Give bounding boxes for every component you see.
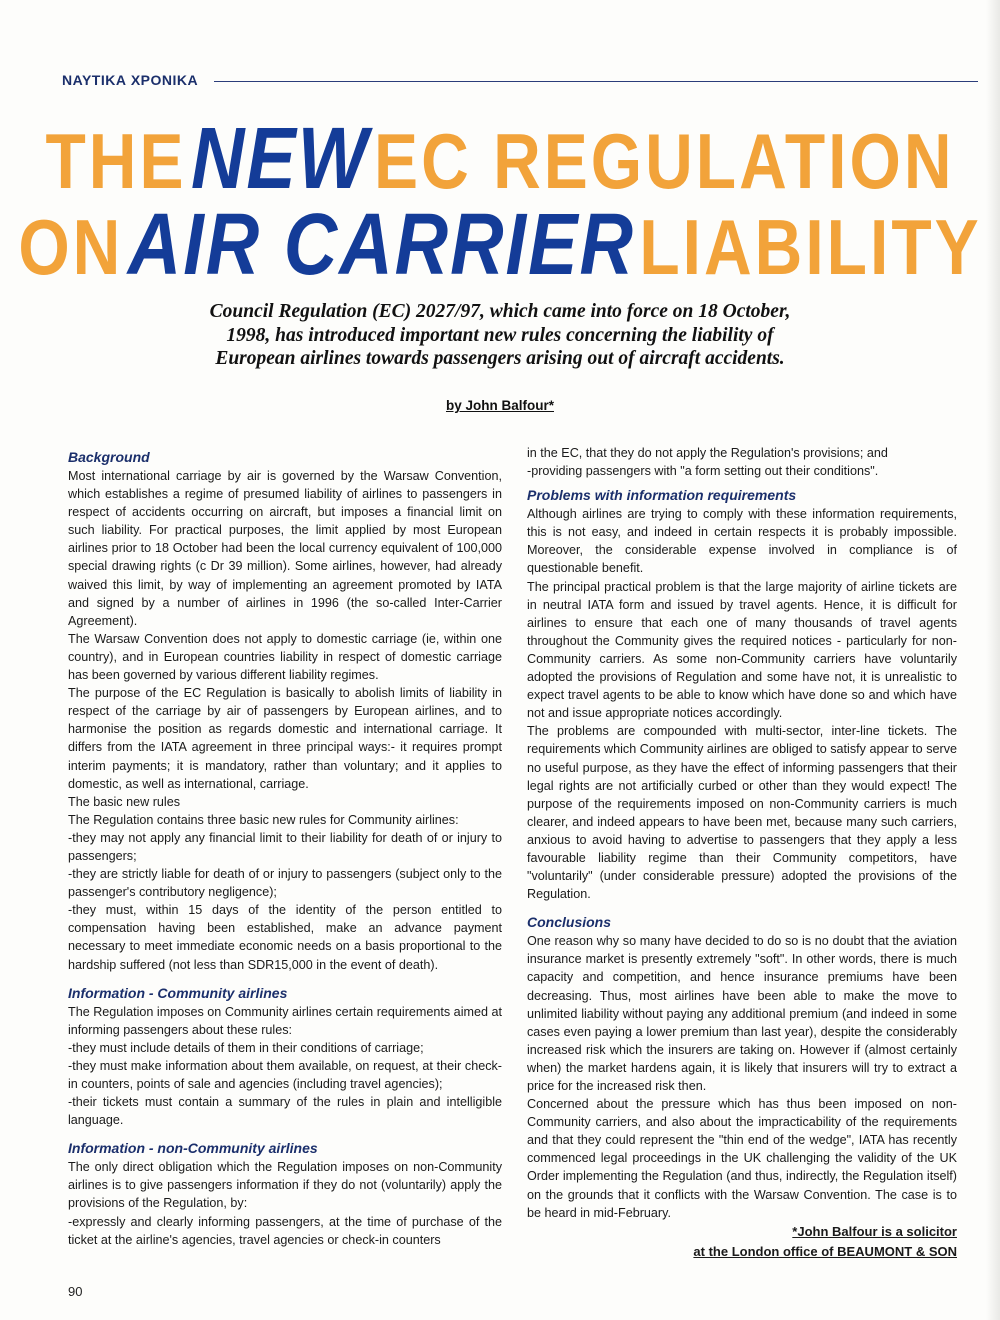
paragraph: Most international carriage by air is governed by the Warsaw Convention, which establishes a regime of presumed liability of airlines to passengers in respect of accidents occurring on aircraft, but imposes a financial limit on such liability. For practical purposes, the limit applied by most European airlines prior to 18 October had been the local currency equivalent of 100,000 special drawing rights (c Dr 39 million). Some airlines, however, had already waived this limit, by way of implementing an agreement promoted by IATA and signed by a number of airlines in 1996 (the so-called Inter-Carrier Agreement). bbox=[68, 469, 502, 628]
paragraph: The problems are compounded with multi-sector, inter-line tickets. The requirements which Community airlines are obliged to satisfy appear to serve no useful purpose, as they have the effect of informing passengers that their legal rights are not artificially curbed or other than they would expect! The purpose of the requirements imposed on non-Community carriers is much clearer, and indeed appears to have been met, because many such carriers, anxious to avoid having to advertise to passengers that they apply a less favourable liability regime than their Community competitors, have "voluntarily" (under considerable pressure) adopted the provisions of the Regulation. bbox=[527, 724, 957, 902]
paragraph: One reason why so many have decided to do so is no doubt that the aviation insurance market is presently extremely "soft". In other words, there is much capacity and competition, and hence insurance premiums have been decreasing. Thus, most airlines have been able to make the move to unlimited liability without paying any additional premium (and indeed in some cases even paying a lower premium than last year), despite the considerably increased risk which the insurers are taking on. However if (almost certainly when) the market hardens again, it is likely that insurers will try to extract a price for the increased risk then. bbox=[527, 934, 957, 1093]
paragraph: The principal practical problem is that the large majority of airline tickets are in neutral IATA form and issued by travel agents. Hence, it is difficult for airlines to ensure that each one of many thousands of travel agents throughout the Community gives the required notices - particularly for non-Community carriers. As some non-Community carriers have voluntarily adopted the provisions of Regulation and some have not, it is unrealistic to expect travel agents to be able to know which have done so and which have not and issue appropriate notices accordingly. bbox=[527, 579, 957, 721]
paragraph: The purpose of the EC Regulation is basically to abolish limits of liability in respect of the carriage by air of passengers by European airlines, and to harmonise the position as regards domestic and international carriage. It differs from the IATA agreement in three principal ways:- it requires prompt interim payments; it is mandatory, rather than voluntary; and it applies to domestic, as well as international, carriage. bbox=[68, 686, 502, 791]
paragraph: The Warsaw Convention does not apply to domestic carriage (ie, within one country), and in European countries liability in respect of domestic carriage has been governed by various different liability regimes. bbox=[68, 631, 502, 683]
list-item: -expressly and clearly informing passengers, at the time of purchase of the ticket at the airline's agencies, travel agencies or check-in counters bbox=[68, 1214, 502, 1247]
headline-line-2 bbox=[0, 194, 1000, 293]
running-header bbox=[62, 70, 978, 92]
heading-conclusions: Conclusions bbox=[527, 914, 612, 931]
list-item: -they must include details of them in their conditions of carriage; bbox=[68, 1040, 424, 1055]
heading-information-community: Information - Community airlines bbox=[68, 984, 288, 1001]
headline-word-new: NEW bbox=[190, 108, 370, 207]
list-item: -they may not apply any financial limit to their liability for death of or injury to passengers; bbox=[68, 830, 502, 863]
heading-problems: Problems with information requirements bbox=[527, 487, 797, 504]
headline-word-the: THE bbox=[45, 117, 187, 205]
right-column bbox=[527, 444, 957, 1262]
list-item: -they are strictly liable for death of or injury to passengers (subject only to the passenger's contributory negligence); bbox=[68, 867, 502, 900]
paragraph: The only direct obligation which the Regulation imposes on non-Community airlines is to give passengers information if they do not (voluntarily) apply the provisions of the Regulation, by: bbox=[68, 1160, 502, 1211]
paragraph: in the EC, that they do not apply the Regulation's provisions; and bbox=[527, 446, 888, 460]
standfirst: Council Regulation (EC) 2027/97, which came into force on 18 October, 1998, has introduced important new rules concerning the liability of European airlines towards passengers arising out of aircraft accidents. bbox=[209, 301, 791, 369]
paragraph: The Regulation imposes on Community airlines certain requirements aimed at informing passengers about these rules: bbox=[68, 1004, 502, 1037]
headline-word-liability: LIABILITY bbox=[639, 203, 982, 291]
author-note-line-2: at the London office of BEAUMONT & SON bbox=[693, 1243, 957, 1259]
headline-line-1 bbox=[0, 108, 1000, 207]
list-item: -they must make information about them available, on request, at their check-in counters, points of sale and agencies (including travel agencies); bbox=[68, 1058, 502, 1091]
left-column bbox=[68, 448, 502, 1249]
paragraph: Although airlines are trying to comply with these information requirements, this is not easy, and indeed in certain respects it is probably impossible. Moreover, the considerable expense involved in compliance is of questionable benefit. bbox=[527, 507, 957, 576]
author-note bbox=[527, 1222, 957, 1262]
heading-information-non-community: Information - non-Community airlines bbox=[68, 1140, 318, 1157]
headline-word-air-carrier: AIR CARRIER bbox=[127, 194, 635, 293]
author-note-line-1: *John Balfour is a solicitor bbox=[792, 1223, 957, 1239]
page-number: 90 bbox=[68, 1284, 83, 1299]
paragraph: Concerned about the pressure which has thus been imposed on non-Community carriers, and also about the impracticability of the requirements and that they could represent the "thin end of the wedge", IATA has recently commenced legal proceedings in the UK challenging the validity of the UK Order implementing the Regulation (and thus, indirectly, the Regulation itself) on the grounds that it conflicts with the Warsaw Convention. The case is to be heard in mid-February. bbox=[527, 1097, 957, 1220]
header-rule bbox=[214, 81, 978, 82]
headline-word-on: ON bbox=[18, 203, 124, 291]
paragraph: The basic new rules bbox=[68, 794, 180, 809]
heading-background: Background bbox=[68, 449, 150, 465]
headline-word-ec-regulation: EC REGULATION bbox=[374, 117, 955, 205]
magazine-name: ΝΑΥΤΙΚΑ ΧΡΟΝΙΚΑ bbox=[62, 72, 199, 88]
list-item: -their tickets must contain a summary of the rules in plain and intelligible language. bbox=[68, 1095, 502, 1128]
byline: by John Balfour* bbox=[445, 398, 554, 413]
list-item: -providing passengers with "a form setting out their conditions". bbox=[527, 464, 879, 479]
paragraph: The Regulation contains three basic new rules for Community airlines: bbox=[68, 812, 459, 827]
list-item: -they must, within 15 days of the identity of the person entitled to compensation having been established, make an advance payment necessary to meet immediate economic needs on a basis proportional to the hardship suffered (not less than SDR15,000 in the event of death). bbox=[68, 903, 502, 972]
